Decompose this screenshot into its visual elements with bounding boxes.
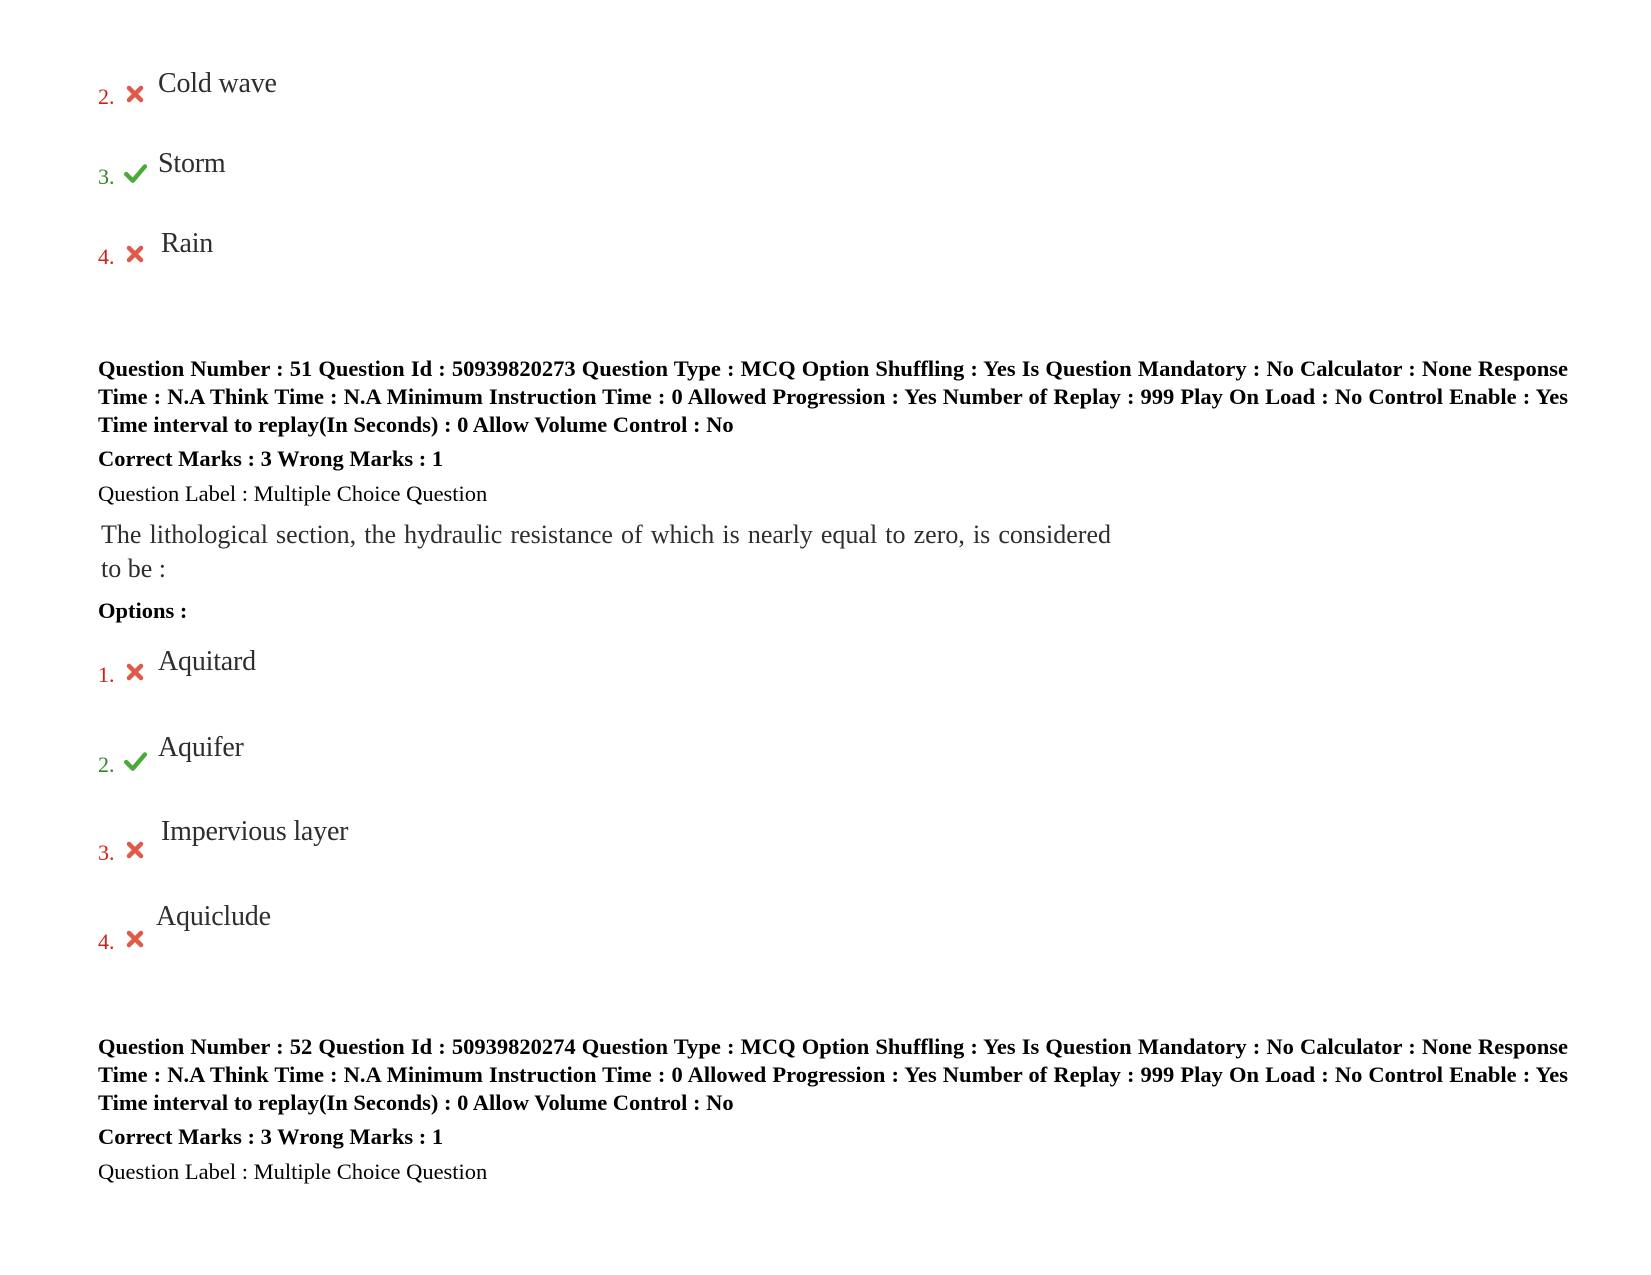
question-51-meta: Question Number : 51 Question Id : 50939820273 Question Type : MCQ Option Shuffling : Yes Is Question Mandatory : No Calculator : None Response Time : N.A Think Time : N.A Minimum Instruction Time : 0 Allowed Progression : Yes Number of Replay : 999 Play On Load : No Control Enable : Yes Time interval to replay(In Seconds) : 0 Allow Volume Control : No — [98, 356, 1568, 437]
option-number: 4. — [98, 244, 115, 269]
cross-icon — [125, 662, 145, 682]
option-number: 3. — [98, 164, 115, 189]
option-number: 3. — [98, 840, 115, 865]
option-text: Storm — [158, 148, 226, 179]
option-number: 4. — [98, 929, 115, 954]
cross-icon — [125, 840, 145, 860]
option-text: Aquitard — [158, 646, 256, 677]
option-number: 2. — [98, 752, 115, 777]
option-text: Aquifer — [158, 732, 244, 763]
option-number: 2. — [98, 84, 115, 109]
question-51-marks: Correct Marks : 3 Wrong Marks : 1 — [98, 446, 444, 471]
cross-icon — [125, 929, 145, 949]
question-52-meta: Question Number : 52 Question Id : 50939820274 Question Type : MCQ Option Shuffling : Yes Is Question Mandatory : No Calculator : None Response Time : N.A Think Time : N.A Minimum Instruction Time : 0 Allowed Progression : Yes Number of Replay : 999 Play On Load : No Control Enable : Yes Time interval to replay(In Seconds) : 0 Allow Volume Control : No — [98, 1034, 1568, 1115]
question-51-text: The lithological section, the hydraulic resistance of which is nearly equal to zero, is considered to be : — [101, 520, 1111, 583]
option-text: Impervious layer — [161, 816, 349, 847]
option-number: 1. — [98, 662, 115, 687]
option-text: Aquiclude — [156, 901, 271, 932]
question-51-label: Question Label : Multiple Choice Question — [98, 481, 488, 506]
options-heading: Options : — [98, 598, 188, 623]
option-text: Cold wave — [158, 68, 277, 99]
option-text: Rain — [161, 228, 214, 259]
question-52-marks: Correct Marks : 3 Wrong Marks : 1 — [98, 1124, 444, 1149]
cross-icon — [125, 244, 145, 264]
cross-icon — [125, 84, 145, 104]
check-icon — [123, 750, 147, 772]
check-icon — [123, 162, 147, 184]
question-52-label: Question Label : Multiple Choice Question — [98, 1159, 488, 1184]
